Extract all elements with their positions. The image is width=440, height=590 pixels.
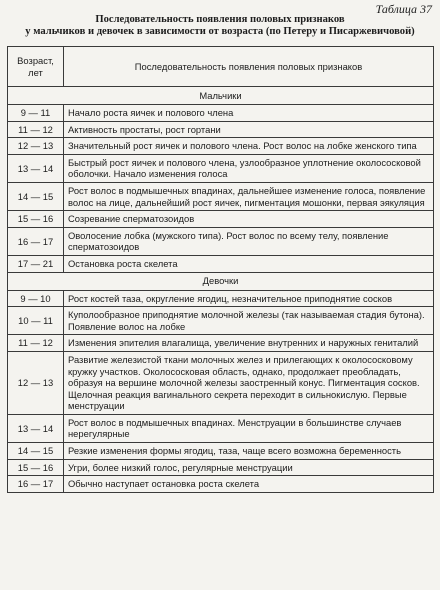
age-cell: 11 — 12 [8,121,64,138]
age-cell: 10 — 11 [8,307,64,335]
age-cell: 11 — 12 [8,335,64,352]
puberty-table [7,46,434,493]
age-cell: 17 — 21 [8,255,64,272]
caption-line-2: у мальчиков и девочек в зависимости от возраста (по Петеру и Писаржевичовой) [25,26,415,37]
description-cell: Обычно наступает остановка роста скелета [64,476,434,493]
age-cell: 14 — 15 [8,182,64,210]
table-row [8,414,434,442]
table-header-row [8,47,434,87]
description-cell: Рост костей таза, округление ягодиц, незначительное приподнятие сосков [64,290,434,307]
description-cell: Куполообразное приподнятие молочной железы (так называемая стадия бутона). Появление волос на лобке [64,307,434,335]
age-cell: 9 — 10 [8,290,64,307]
age-cell: 15 — 16 [8,211,64,228]
table-body [8,87,434,493]
table-row [8,138,434,155]
section-title: Девочки [8,272,434,290]
caption-line-1: Последовательность появления половых признаков [95,14,345,25]
table-row [8,443,434,460]
table-row [8,227,434,255]
table-row [8,307,434,335]
table-number: Таблица 37 [375,2,432,16]
section-row [8,272,434,290]
table-row [8,182,434,210]
description-cell: Развитие железистой ткани молочных желез и прилегающих к околососковому кружку участков. Околососковая область, однако, продолжает преобладать, образуя на вершине молочной железы заостренный конус. Пигментация сосков. Щелочная реакция вагинального секрета переходит в сильнокислую. Первые менструации [64,351,434,414]
age-cell: 13 — 14 [8,154,64,182]
age-cell: 12 — 13 [8,351,64,414]
age-cell: 9 — 11 [8,105,64,122]
table-row [8,255,434,272]
description-cell: Начало роста яичек и полового члена [64,105,434,122]
description-cell: Рост волос в подмышечных впадинах. Менструации в большинстве случаев нерегулярные [64,414,434,442]
age-cell: 12 — 13 [8,138,64,155]
description-cell: Изменения эпителия влагалища, увеличение внутренних и наружных гениталий [64,335,434,352]
table-row [8,211,434,228]
description-cell: Остановка роста скелета [64,255,434,272]
age-cell: 13 — 14 [8,414,64,442]
age-cell: 15 — 16 [8,459,64,476]
description-cell: Значительный рост яичек и полового члена. Рост волос на лобке женского типа [64,138,434,155]
table-row [8,290,434,307]
column-header-sequence: Последовательность появления половых признаков [64,47,434,87]
description-cell: Угри, более низкий голос, регулярные менструации [64,459,434,476]
age-cell: 14 — 15 [8,443,64,460]
description-cell: Быстрый рост яичек и полового члена, узлообразное уплотнение околососковой оболочки. Начало изменения голоса [64,154,434,182]
table-caption [0,14,440,38]
column-header-age: Возраст, лет [8,47,64,87]
description-cell: Резкие изменения формы ягодиц, таза, чаще всего возможна беременность [64,443,434,460]
age-cell: 16 — 17 [8,476,64,493]
age-cell: 16 — 17 [8,227,64,255]
section-row [8,87,434,105]
section-title: Мальчики [8,87,434,105]
table-row [8,459,434,476]
table-row [8,154,434,182]
description-cell: Активность простаты, рост гортани [64,121,434,138]
description-cell: Рост волос в подмышечных впадинах, дальнейшее изменение голоса, появление волос на лице, дальнейший рост яичек, пигментация мошонки, первая эякуляция [64,182,434,210]
table-row [8,476,434,493]
table-row [8,335,434,352]
table-row [8,121,434,138]
description-cell: Созревание сперматозоидов [64,211,434,228]
table-row [8,351,434,414]
description-cell: Оволосение лобка (мужского типа). Рост волос по всему телу, появление сперматозоидов [64,227,434,255]
table-row [8,105,434,122]
